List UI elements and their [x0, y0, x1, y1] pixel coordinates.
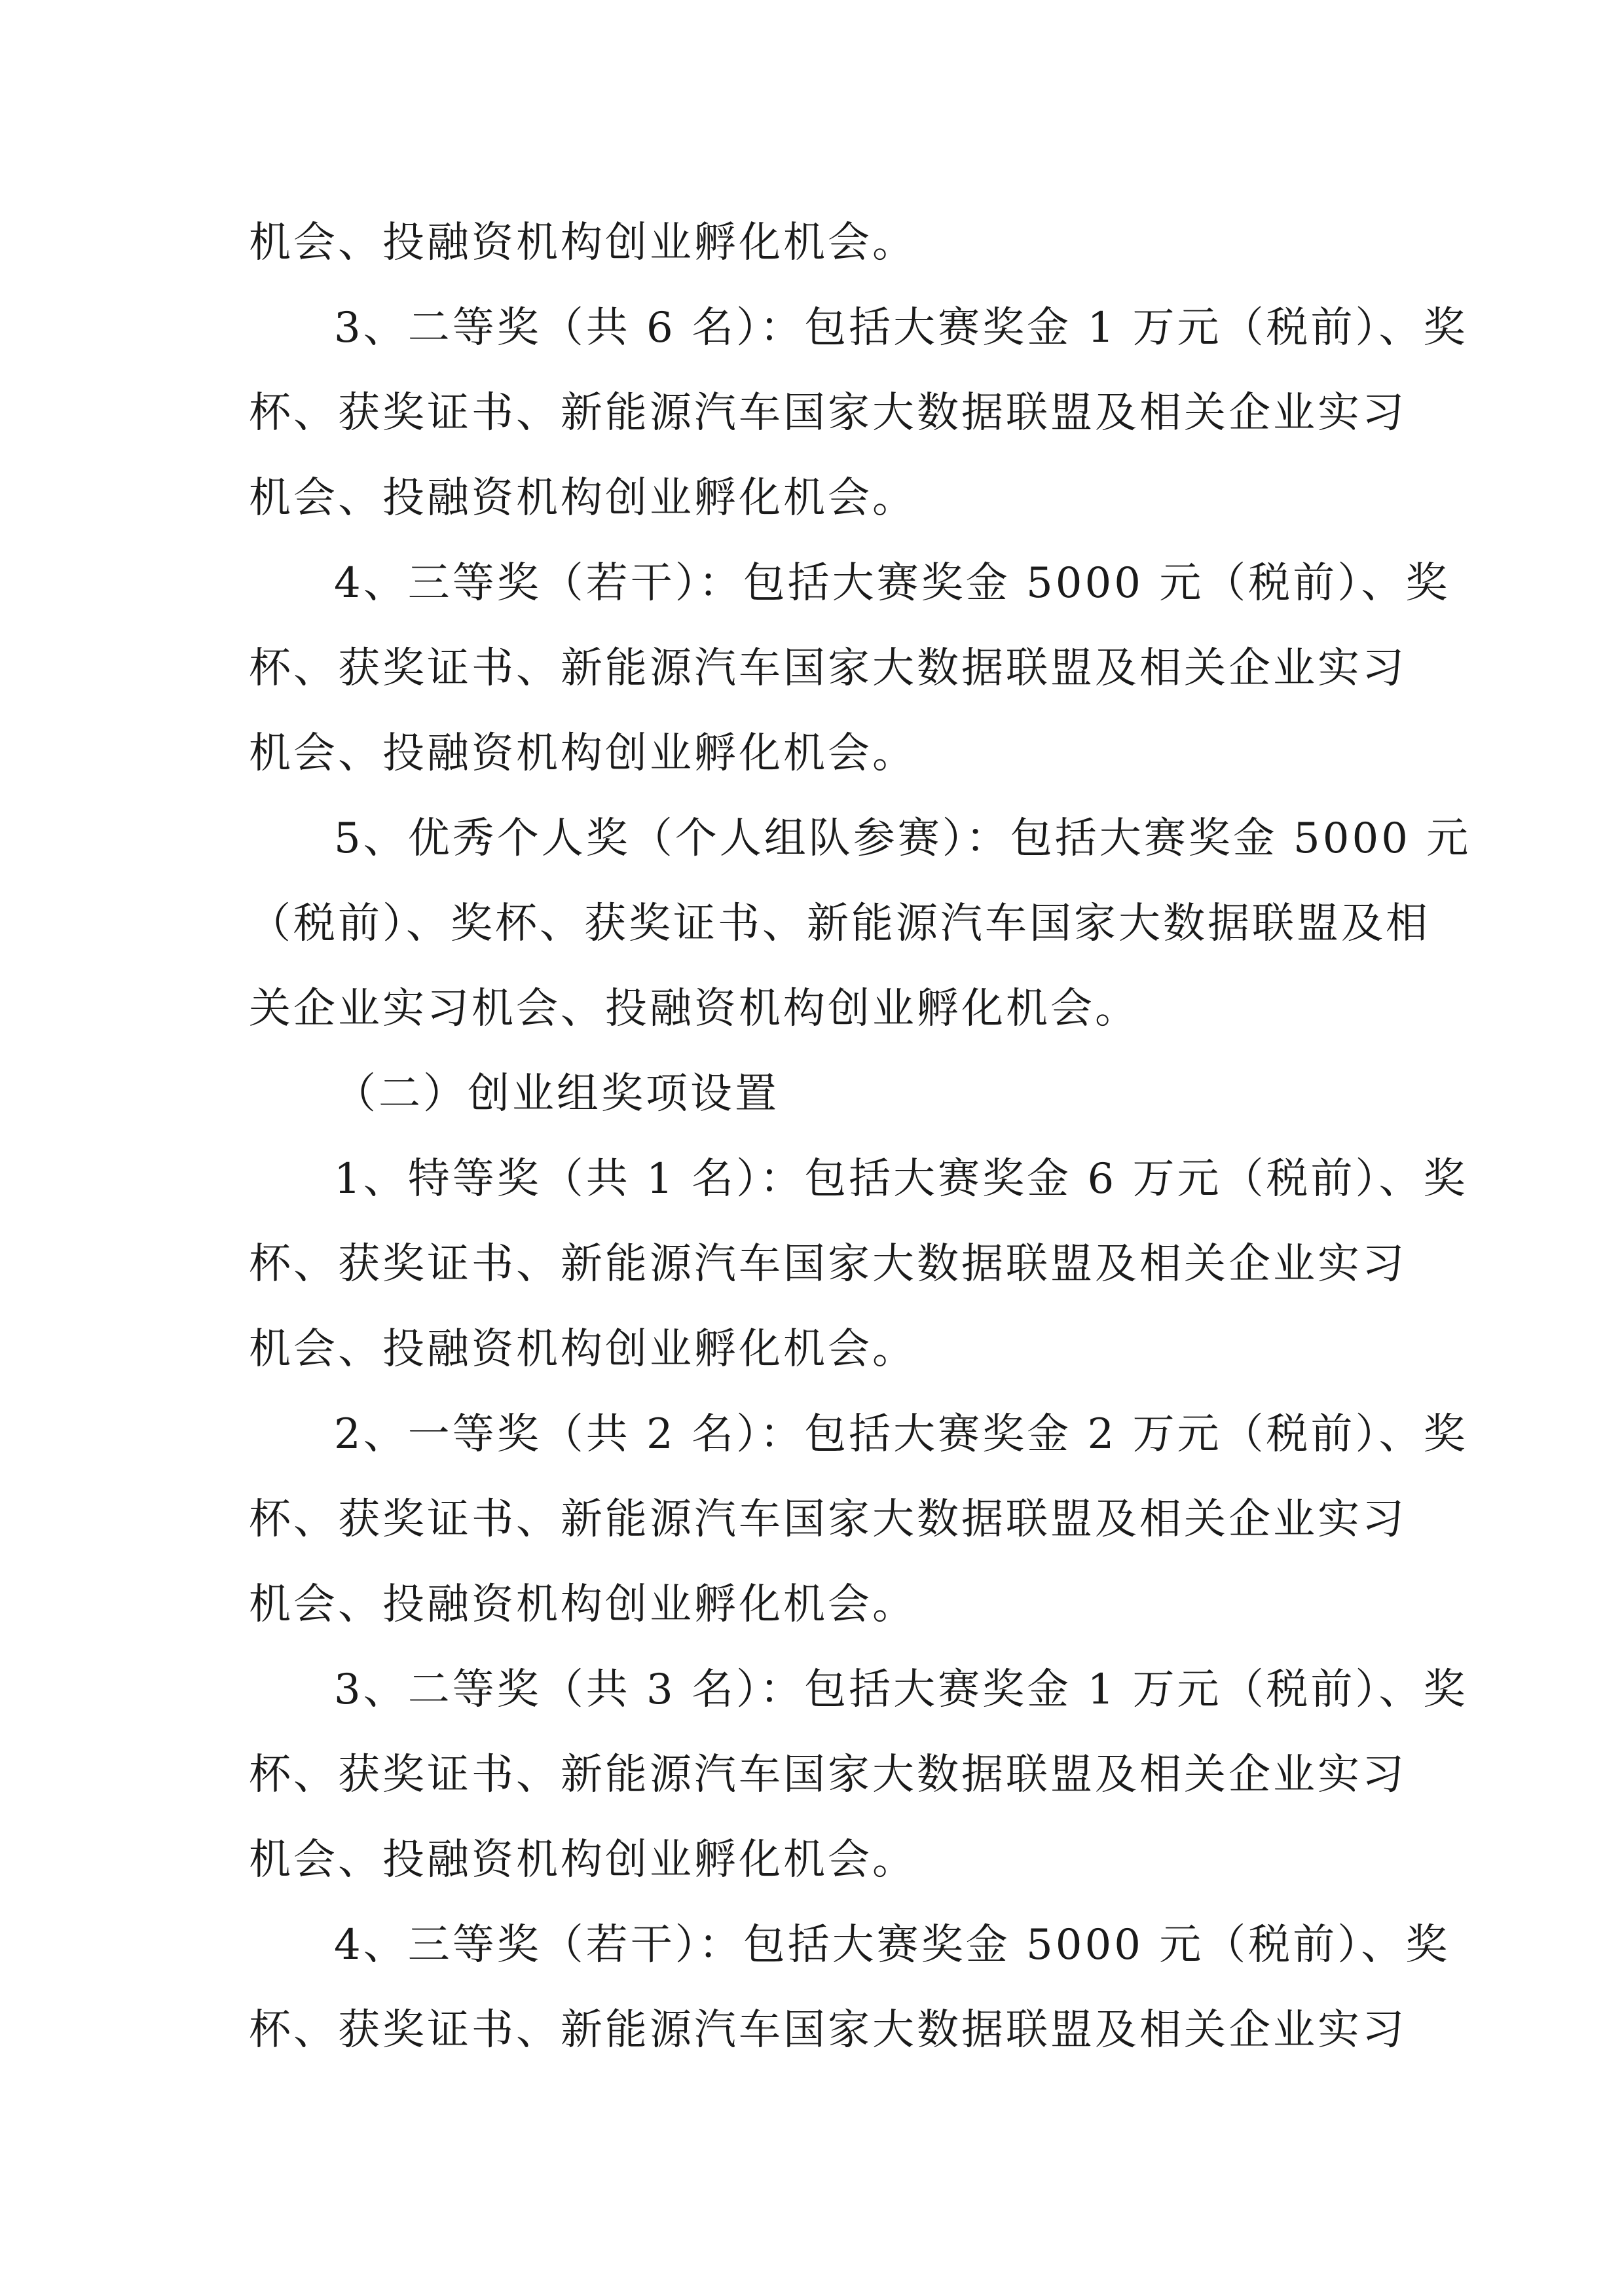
paragraph-line: 机会、投融资机构创业孵化机会。: [249, 219, 917, 267]
paragraph-line: 2、一等奖（共 2 名）：包括大赛奖金 2 万元（税前）、奖: [334, 1410, 1468, 1459]
paragraph-line: （税前）、奖杯、获奖证书、新能源汽车国家大数据联盟及相: [249, 900, 1430, 948]
paragraph-line: 4、三等奖（若干）：包括大赛奖金 5000 元（税前）、奖: [334, 1921, 1450, 1969]
paragraph-line: 杯、获奖证书、新能源汽车国家大数据联盟及相关企业实习: [249, 2006, 1407, 2054]
paragraph-line: 3、二等奖（共 6 名）：包括大赛奖金 1 万元（税前）、奖: [334, 304, 1468, 352]
paragraph-line: 机会、投融资机构创业孵化机会。: [249, 474, 917, 522]
paragraph-line: 机会、投融资机构创业孵化机会。: [249, 1580, 917, 1629]
paragraph-line: 1、特等奖（共 1 名）：包括大赛奖金 6 万元（税前）、奖: [334, 1155, 1468, 1203]
paragraph-line: 杯、获奖证书、新能源汽车国家大数据联盟及相关企业实习: [249, 1240, 1407, 1288]
paragraph-line: 3、二等奖（共 3 名）：包括大赛奖金 1 万元（税前）、奖: [334, 1666, 1468, 1714]
paragraph-line: 关企业实习机会、投融资机构创业孵化机会。: [249, 985, 1139, 1033]
document-body: [249, 200, 1471, 2073]
paragraph-line: 4、三等奖（若干）：包括大赛奖金 5000 元（税前）、奖: [334, 559, 1450, 608]
paragraph-line: 机会、投融资机构创业孵化机会。: [249, 1325, 917, 1374]
paragraph-line: 杯、获奖证书、新能源汽车国家大数据联盟及相关企业实习: [249, 644, 1407, 693]
paragraph-line: 机会、投融资机构创业孵化机会。: [249, 1836, 917, 1884]
paragraph-line: 机会、投融资机构创业孵化机会。: [249, 729, 917, 778]
paragraph-line: 杯、获奖证书、新能源汽车国家大数据联盟及相关企业实习: [249, 1751, 1407, 1799]
paragraph-line: 5、优秀个人奖（个人组队参赛）：包括大赛奖金 5000 元: [334, 814, 1471, 863]
section-heading: （二）创业组奖项设置: [334, 1070, 779, 1118]
paragraph-line: 杯、获奖证书、新能源汽车国家大数据联盟及相关企业实习: [249, 1495, 1407, 1544]
paragraph-line: 杯、获奖证书、新能源汽车国家大数据联盟及相关企业实习: [249, 389, 1407, 437]
